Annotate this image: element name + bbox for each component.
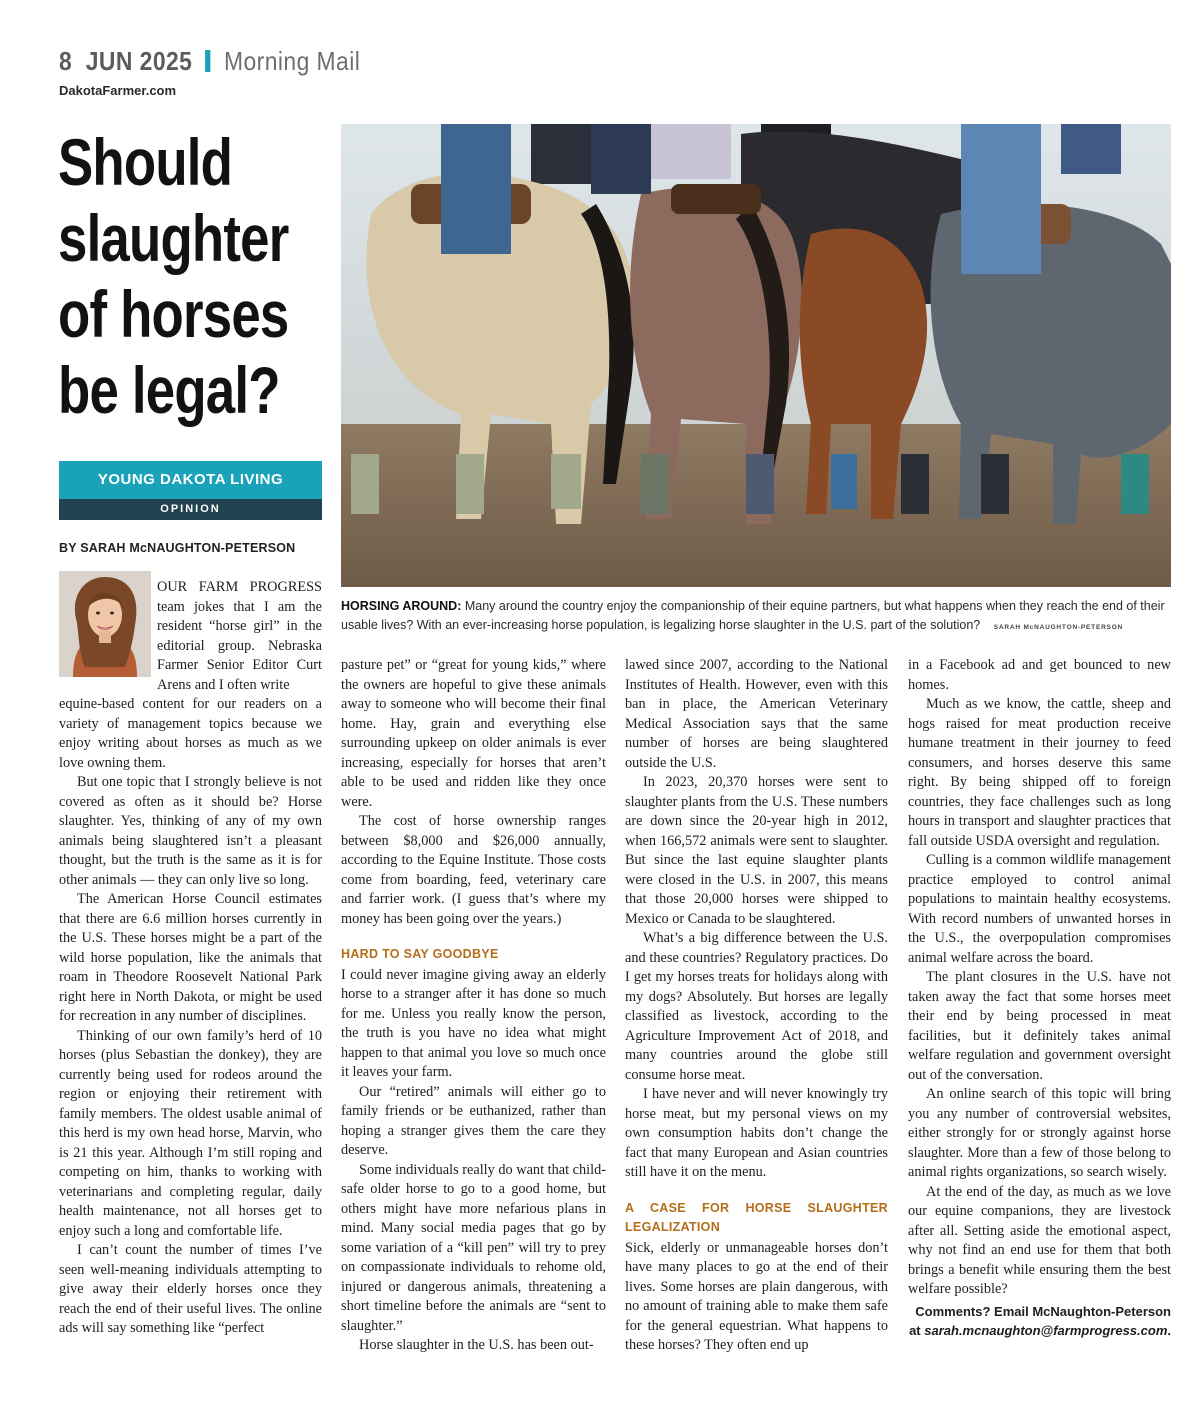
section-type: OPINION [59,499,322,520]
paragraph: At the end of the day, as much as we love our equine companions, they are livestock after all. Setting aside the emotional aspect, why not find an end use for them that both brings a benefit while ensuring them the best welfare possible? [908,1183,1171,1297]
column-4 [908,656,1171,1341]
horses-photo [341,124,1171,587]
paragraph: The plant closures in the U.S. have not taken away the fact that some horses meet their end by being processed in meat facilities, but it definitely takes animal welfare regulation and government oversight out of the conversation. [908,969,1171,1083]
paragraph: Sick, elderly or unmanageable horses don’t have many places to go at the end of their lives. Some horses are plain dangerous, with no amount of training able to make them safe for the general equestrian. What happens to these horses? They often end up [625,1239,888,1353]
photo-caption [341,597,1171,637]
paragraph: OUR FARM PROGRESS team jokes that I am the resident “horse girl” in the editorial group. Nebraska Farmer Senior Editor Curt Arens and I often write [157,579,322,693]
paragraph: The cost of horse ownership ranges between $8,000 and $26,000 annually, according to the Equine Institute. Those costs come from boarding, feed, veterinary care and farrier work. (I guess that’s where my money has been going over the years.) [341,813,606,927]
paragraph: Some individuals really do want that child-safe older horse to go to a good home, but others might have more nefarious plans in mind. Many social media pages that go by some variation of a “kill pen” will try to prey on compassionate individuals to rehome old, injured or dangerous animals, threatening a short timeline before the animals are “sent to slaughter.” [341,1161,606,1334]
byline: BY SARAH McNAUGHTON-PETERSON [59,541,296,555]
paragraph: An online search of this topic will bring you any number of controversial websites, either strongly for or strongly against horse slaughter. More than a few of those belong to animal rights organizations, so search wisely. [908,1086,1171,1180]
paragraph: Thinking of our own family’s herd of 10 horses (plus Sebastian the donkey), they are currently being used for rodeos around the region or enjoying their retirement with family members. The oldest usable animal of this herd is my own head horse, Marvin, who is 21 this year. Although I’m still roping and competing on him, thanks to working with veterinarians and completing regular, daily health maintenance, not all horses get to enjoy such a long and comfortable life. [59,1027,322,1239]
paragraph: What’s a big difference between the U.S. and these countries? Regulatory practices. Do I get my horses treats for holidays along with my dogs? Absolutely. But horses are legally classified as livestock, according to the Agriculture Improvement Act of 2018, and many countries around the globe still consume horse meat. [625,930,888,1083]
paragraph: The American Horse Council estimates that there are 6.6 million horses currently in the U.S. These horses might be a part of the wild horse population, like the animals that roam in Theodore Roosevelt National Park right here in North Dakota, or might be used for recreation in any number of disciplines. [59,891,322,1024]
paragraph: I could never imagine giving away an elderly horse to a stranger after it has done so much for me. Unless you really know the person, the truth is you have no idea what might happen to that animal you love so much once it leaves your farm. [341,966,606,1080]
comments-lead: Comments? Email McNaughton-Peterson at [909,1303,1171,1338]
website-url: DakotaFarmer.com [59,83,177,98]
author-email-link[interactable]: sarah.mcnaughton@farmprogress.com [924,1323,1168,1338]
paragraph: equine-based content for our readers on a variety of management topics because we enjoy writing about horses as much as we love owning them. [59,696,322,771]
folio [59,46,360,77]
paragraph: Culling is a common wildlife management practice employed to control animal populations to maintain healthy ecosystems. With record numbers of unwanted horses in the U.S., the overpopulation compromises animal welfare across the board. [908,852,1171,966]
publication-name: Morning Mail [224,46,361,76]
column-1 [59,695,322,1339]
headline: Should slaughter of horses be legal? [58,125,289,427]
caption-lead: HORSING AROUND: [341,599,462,613]
folio-divider [205,50,210,72]
subhead: A CASE FOR HORSE SLAUGHTER LEGALIZATION [625,1200,888,1234]
column-3 [625,656,888,1356]
page-number: 8 [59,46,73,76]
comments-end: . [1167,1323,1171,1338]
caption-text: Many around the country enjoy the companionship of their equine partners, but what happens when they reach the end of their usable lives? With an ever-increasing horse population, is legalizing horse slaughter in the U.S. part of the solution? [341,599,1165,632]
paragraph: But one topic that I strongly believe is not covered as often as it should be? Horse slaughter. Yes, thinking of any of my own animals being slaughtered isn’t a pleasant thought, but the truth is the same as it is for other animals — they can only live so long. [59,774,322,888]
paragraph: lawed since 2007, according to the National Institutes of Health. However, even with this ban in place, the American Veterinary Medical Association says that the same number of horses are being slaughtered outside the U.S. [625,657,888,771]
paragraph: pasture pet” or “great for young kids,” where the owners are hopeful to give these animals away to someone who will become their final home. Hay, grain and everything else surrounding upkeep on older animals is ever increasing, especially for horses that aren’t able to be used and ridden like they once were. [341,657,606,810]
paragraph: in a Facebook ad and get bounced to new homes. [908,657,1171,693]
paragraph: Horse slaughter in the U.S. has been out- [359,1337,594,1353]
section-label [59,461,322,520]
comments-note [908,1302,1171,1341]
paragraph: I can’t count the number of times I’ve seen well-meaning individuals attempting to give away their elderly horses once they reach the end of their useful lives. The online ads will say something like “perfect [59,1242,322,1336]
author-photo [59,571,151,677]
paragraph: In 2023, 20,370 horses were sent to slaughter plants from the U.S. These numbers are down since the 20-year high in 2012, when 166,572 animals were sent to slaughter. But since the last equine slaughter plants were closed in the U.S. in 2007, this means that those 20,000 horses were shipped to Mexico or Canada to be slaughtered. [625,774,888,927]
column-2 [341,656,606,1356]
paragraph: Much as we know, the cattle, sheep and hogs raised for meat production receive humane treatment in their journey to feed consumers, and horses deserve this same right. By being shipped off to foreign countries, they face challenges such as long hours in transport and slaughter practices that fall outside USDA oversight and regulation. [908,696,1171,849]
issue-date: JUN 2025 [85,46,193,76]
column-1-wrap [157,578,322,695]
photo-credit: SARAH McNAUGHTON-PETERSON [993,624,1124,631]
section-name: YOUNG DAKOTA LIVING [59,461,322,499]
subhead: HARD TO SAY GOODBYE [341,947,499,961]
paragraph: Our “retired” animals will either go to family friends or be euthanized, rather than hoping a stranger gives them the care they deserve. [341,1083,606,1158]
paragraph: I have never and will never knowingly try horse meat, but my personal views on my own consumption habits don’t change the fact that many European and Asian countries still have it on the menu. [625,1086,888,1180]
